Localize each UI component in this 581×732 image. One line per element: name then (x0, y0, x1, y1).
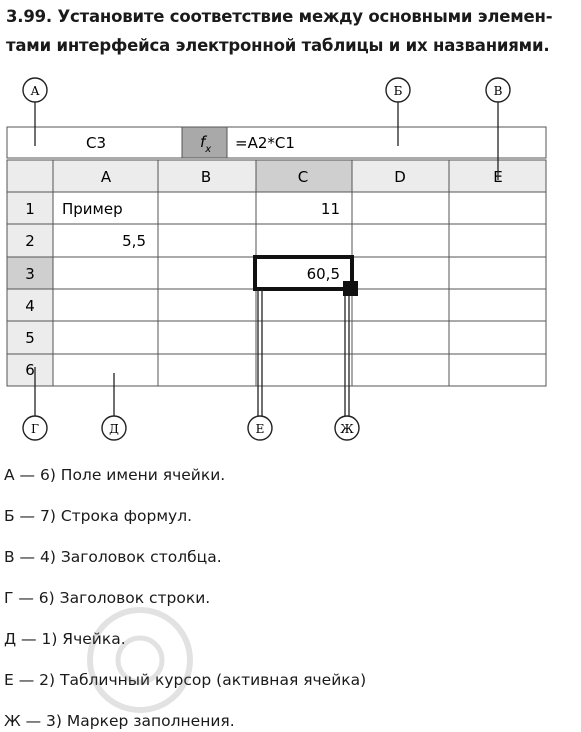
cell-a1: Пример (62, 200, 123, 218)
callout-a: А (30, 84, 40, 98)
task-line-2: тами интерфейса электронной таблицы и их названиями. (6, 36, 550, 55)
answer-b: Б — 7) Строка формул. (4, 507, 193, 525)
task-number: 3.99. (6, 7, 52, 26)
name-box: C3 (85, 134, 107, 152)
cell-c1: 11 (320, 200, 340, 218)
column-header-a: A (100, 168, 112, 186)
answer-v: В — 4) Заголовок столбца. (4, 548, 222, 566)
answer-g: Г — 6) Заголовок строки. (4, 589, 211, 607)
cell-a2: 5,5 (122, 232, 146, 250)
answer-e: Е — 2) Табличный курсор (активная ячейка) (4, 671, 367, 689)
row-header-1: 1 (25, 200, 35, 218)
row-header-6: 6 (25, 361, 35, 379)
callout-zh: Ж (340, 422, 354, 436)
watermark-logo (80, 600, 200, 720)
row-header-5: 5 (25, 329, 35, 347)
column-header-c: C (297, 168, 309, 186)
callout-g: Г (31, 422, 39, 436)
formula-text: =A2*C1 (235, 134, 295, 152)
callout-v: В (493, 84, 503, 98)
fill-handle (343, 281, 358, 296)
row-header-2: 2 (25, 232, 35, 250)
column-header-e: E (493, 168, 503, 186)
column-header-b: B (200, 168, 212, 186)
callout-d: Д (109, 422, 119, 436)
cell-c3: 60,5 (306, 265, 340, 283)
column-header-d: D (394, 168, 406, 186)
answer-zh: Ж — 3) Маркер заполнения. (4, 712, 235, 730)
callout-e: Е (255, 422, 265, 436)
row-header-4: 4 (25, 297, 35, 315)
row-header-3: 3 (25, 265, 35, 283)
callout-b: Б (393, 84, 403, 98)
task-text-1: Установите соответствие между основными элемен- (57, 7, 553, 26)
fx-icon: $f_x$ (200, 133, 212, 155)
answer-a: А — 6) Поле имени ячейки. (4, 466, 226, 484)
answer-d: Д — 1) Ячейка. (4, 630, 126, 648)
